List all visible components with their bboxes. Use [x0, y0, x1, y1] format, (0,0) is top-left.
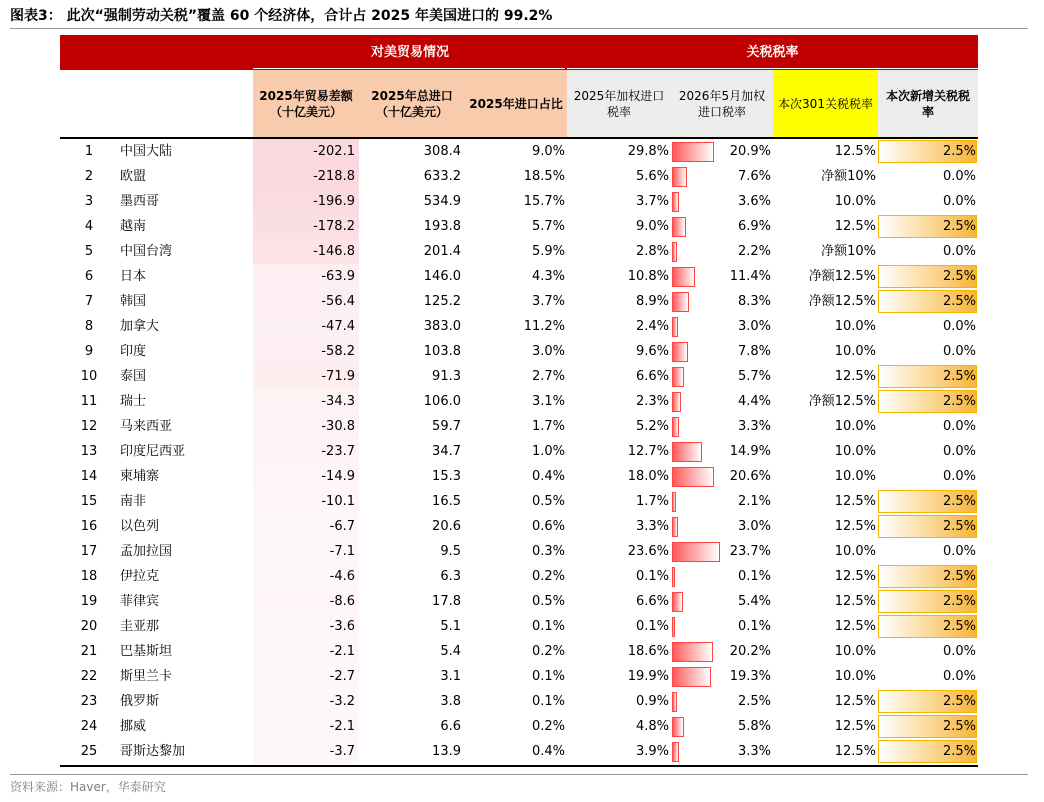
- cell-rate2026: 2.5%: [737, 694, 771, 709]
- col-header-name: 国家/地区: [159, 79, 212, 93]
- cell-balance: -58.2: [321, 344, 355, 359]
- cell-rate301: 10.0%: [834, 544, 876, 559]
- table-row: [60, 689, 978, 714]
- cell-rate301: 10.0%: [834, 669, 876, 684]
- cell-newrate: 0.0%: [942, 244, 976, 259]
- cell-rate2026: 8.3%: [737, 294, 771, 309]
- cell-num: 7: [84, 294, 94, 309]
- cell-rate2025: 18.6%: [627, 644, 669, 659]
- cell-newrate: 0.0%: [942, 644, 976, 659]
- cell-name: 欧盟: [120, 169, 147, 184]
- cell-share: 0.1%: [531, 669, 565, 684]
- cell-rate301: 10.0%: [834, 469, 876, 484]
- cell-name: 伊拉克: [120, 569, 160, 584]
- cell-share: 1.0%: [531, 444, 565, 459]
- cell-imports: 633.2: [423, 169, 461, 184]
- table-row: [60, 339, 978, 364]
- col-header-301: 本次301关税税率: [773, 70, 878, 137]
- header-group-divider: [567, 68, 978, 69]
- cell-rate2025: 3.7%: [635, 194, 669, 209]
- cell-rate2025: 12.7%: [627, 444, 669, 459]
- cell-rate2025: 8.9%: [635, 294, 669, 309]
- cell-rate301: 10.0%: [834, 444, 876, 459]
- cell-name: 以色列: [120, 519, 160, 534]
- cell-rate2026: 5.7%: [737, 369, 771, 384]
- cell-rate2026: 7.8%: [737, 344, 771, 359]
- cell-rate301: 12.5%: [834, 744, 876, 759]
- cell-balance: -14.9: [321, 469, 355, 484]
- cell-balance: -47.4: [321, 319, 355, 334]
- cell-newrate: 2.5%: [942, 144, 976, 159]
- table-row: [60, 564, 978, 589]
- cell-imports: 5.1: [440, 619, 461, 634]
- cell-rate2026: 0.1%: [737, 569, 771, 584]
- cell-share: 11.2%: [523, 319, 565, 334]
- cell-num: 2: [84, 169, 94, 184]
- cell-share: 0.5%: [531, 494, 565, 509]
- cell-newrate: 0.0%: [942, 419, 976, 434]
- cell-rate301: 12.5%: [834, 144, 876, 159]
- col-header-balance: 2025年贸易差额（十亿美元）: [253, 70, 359, 137]
- cell-balance: -34.3: [321, 394, 355, 409]
- cell-rate301: 12.5%: [834, 569, 876, 584]
- cell-newrate: 2.5%: [942, 519, 976, 534]
- cell-newrate: 0.0%: [942, 194, 976, 209]
- table-row: [60, 589, 978, 614]
- cell-num: 24: [80, 719, 98, 734]
- cell-rate301: 净额10%: [821, 244, 876, 259]
- cell-imports: 20.6: [432, 519, 461, 534]
- cell-rate301: 12.5%: [834, 219, 876, 234]
- table-row: [60, 364, 978, 389]
- cell-num: 9: [84, 344, 94, 359]
- cell-imports: 3.8: [440, 694, 461, 709]
- cell-rate2026: 3.6%: [737, 194, 771, 209]
- cell-rate2026: 3.0%: [737, 319, 771, 334]
- cell-newrate: 2.5%: [942, 719, 976, 734]
- source-note: 资料来源：Haver，华泰研究: [10, 780, 166, 794]
- cell-balance: -2.7: [329, 669, 355, 684]
- cell-name: 日本: [120, 269, 147, 284]
- table-row: [60, 189, 978, 214]
- table-row: [60, 714, 978, 739]
- cell-newrate: 0.0%: [942, 669, 976, 684]
- cell-share: 5.7%: [531, 219, 565, 234]
- cell-newrate: 2.5%: [942, 294, 976, 309]
- table-row: [60, 664, 978, 689]
- cell-name: 印度: [120, 344, 147, 359]
- cell-rate301: 10.0%: [834, 319, 876, 334]
- cell-imports: 5.4: [440, 644, 461, 659]
- cell-newrate: 2.5%: [942, 269, 976, 284]
- table-row: [60, 264, 978, 289]
- cell-num: 6: [84, 269, 94, 284]
- cell-newrate: 2.5%: [942, 569, 976, 584]
- cell-balance: -2.1: [329, 719, 355, 734]
- cell-num: 20: [80, 619, 98, 634]
- cell-balance: -218.8: [313, 169, 355, 184]
- cell-rate2026: 14.9%: [729, 444, 771, 459]
- cell-imports: 15.3: [432, 469, 461, 484]
- cell-rate301: 12.5%: [834, 494, 876, 509]
- cell-name: 菲律宾: [120, 594, 160, 609]
- cell-num: 25: [80, 744, 98, 759]
- cell-balance: -202.1: [313, 144, 355, 159]
- cell-rate2025: 6.6%: [635, 594, 669, 609]
- cell-newrate: 2.5%: [942, 619, 976, 634]
- cell-share: 0.2%: [531, 644, 565, 659]
- table-row: [60, 289, 978, 314]
- cell-imports: 6.3: [440, 569, 461, 584]
- cell-rate2025: 0.9%: [635, 694, 669, 709]
- header-group-divider: [253, 68, 565, 69]
- cell-share: 0.2%: [531, 569, 565, 584]
- cell-share: 1.7%: [531, 419, 565, 434]
- col-header-num: #: [83, 79, 95, 93]
- col-header-new: 本次新增关税税率: [878, 70, 978, 137]
- cell-rate2025: 4.8%: [635, 719, 669, 734]
- cell-newrate: 2.5%: [942, 744, 976, 759]
- cell-newrate: 2.5%: [942, 594, 976, 609]
- cell-rate301: 12.5%: [834, 619, 876, 634]
- cell-name: 印度尼西亚: [120, 444, 186, 459]
- cell-name: 南非: [120, 494, 147, 509]
- cell-rate301: 10.0%: [834, 344, 876, 359]
- cell-rate2025: 0.1%: [635, 569, 669, 584]
- cell-rate2026: 2.1%: [737, 494, 771, 509]
- cell-newrate: 2.5%: [942, 394, 976, 409]
- cell-rate2025: 3.3%: [635, 519, 669, 534]
- cell-rate301: 12.5%: [834, 694, 876, 709]
- cell-newrate: 0.0%: [942, 169, 976, 184]
- cell-num: 4: [84, 219, 94, 234]
- cell-share: 0.6%: [531, 519, 565, 534]
- cell-imports: 308.4: [423, 144, 461, 159]
- col-header-imports: 2025年总进口（十亿美元）: [359, 70, 465, 137]
- cell-name: 斯里兰卡: [120, 669, 173, 684]
- figure-title: 图表3： 此次“强制劳动关税”覆盖 60 个经济体，合计占 2025 年美国进口的 99.2%: [10, 8, 553, 24]
- cell-rate2026: 6.9%: [737, 219, 771, 234]
- header-group-trade: 对美贸易情况: [370, 45, 449, 60]
- cell-rate301: 净额12.5%: [808, 294, 876, 309]
- cell-name: 孟加拉国: [120, 544, 173, 559]
- cell-share: 3.1%: [531, 394, 565, 409]
- col-header-share: 2025年进口占比: [465, 70, 567, 137]
- cell-share: 15.7%: [523, 194, 565, 209]
- cell-balance: -30.8: [321, 419, 355, 434]
- cell-imports: 91.3: [432, 369, 461, 384]
- cell-num: 15: [80, 494, 98, 509]
- cell-rate2025: 2.8%: [635, 244, 669, 259]
- table-row: [60, 214, 978, 239]
- cell-rate2025: 18.0%: [627, 469, 669, 484]
- table-row: [60, 514, 978, 539]
- cell-share: 0.1%: [531, 619, 565, 634]
- cell-balance: -196.9: [313, 194, 355, 209]
- col-header-rate2026: 2026年5月加权进口税率: [671, 70, 773, 137]
- cell-share: 0.4%: [531, 744, 565, 759]
- cell-rate2026: 3.0%: [737, 519, 771, 534]
- cell-rate2026: 4.4%: [737, 394, 771, 409]
- cell-newrate: 2.5%: [942, 694, 976, 709]
- cell-name: 越南: [120, 219, 147, 234]
- cell-imports: 16.5: [432, 494, 461, 509]
- cell-name: 中国台湾: [120, 244, 173, 259]
- cell-share: 0.2%: [531, 719, 565, 734]
- cell-newrate: 2.5%: [942, 369, 976, 384]
- cell-balance: -3.7: [329, 744, 355, 759]
- table-row: [60, 389, 978, 414]
- cell-balance: -23.7: [321, 444, 355, 459]
- cell-share: 0.5%: [531, 594, 565, 609]
- cell-name: 挪威: [120, 719, 147, 734]
- table-row: [60, 139, 978, 164]
- cell-rate301: 10.0%: [834, 644, 876, 659]
- cell-rate301: 净额12.5%: [808, 269, 876, 284]
- table-row: [60, 539, 978, 564]
- source-rule: [10, 774, 1028, 775]
- cell-rate301: 12.5%: [834, 719, 876, 734]
- cell-imports: 3.1: [440, 669, 461, 684]
- cell-rate2025: 19.9%: [627, 669, 669, 684]
- table-row: [60, 239, 978, 264]
- cell-rate2026: 23.7%: [729, 544, 771, 559]
- cell-balance: -7.1: [329, 544, 355, 559]
- cell-imports: 193.8: [423, 219, 461, 234]
- cell-share: 0.1%: [531, 694, 565, 709]
- cell-balance: -146.8: [313, 244, 355, 259]
- cell-num: 1: [84, 144, 94, 159]
- cell-name: 韩国: [120, 294, 147, 309]
- cell-rate2025: 9.0%: [635, 219, 669, 234]
- cell-rate2025: 3.9%: [635, 744, 669, 759]
- col-header-rate2025: 2025年加权进口税率: [567, 70, 671, 137]
- cell-num: 23: [80, 694, 98, 709]
- cell-newrate: 2.5%: [942, 219, 976, 234]
- cell-imports: 534.9: [423, 194, 461, 209]
- cell-rate2025: 23.6%: [627, 544, 669, 559]
- cell-num: 22: [80, 669, 98, 684]
- cell-num: 16: [80, 519, 98, 534]
- cell-name: 泰国: [120, 369, 147, 384]
- cell-imports: 383.0: [423, 319, 461, 334]
- table-row: [60, 614, 978, 639]
- cell-rate2026: 20.6%: [729, 469, 771, 484]
- cell-rate301: 12.5%: [834, 519, 876, 534]
- cell-name: 哥斯达黎加: [120, 744, 186, 759]
- cell-rate2025: 1.7%: [635, 494, 669, 509]
- cell-name: 俄罗斯: [120, 694, 160, 709]
- cell-newrate: 0.0%: [942, 444, 976, 459]
- table-row: [60, 314, 978, 339]
- table-row: [60, 164, 978, 189]
- cell-rate301: 10.0%: [834, 194, 876, 209]
- cell-balance: -71.9: [321, 369, 355, 384]
- title-rule: [10, 28, 1028, 29]
- cell-rate2025: 0.1%: [635, 619, 669, 634]
- cell-rate2025: 5.6%: [635, 169, 669, 184]
- cell-num: 19: [80, 594, 98, 609]
- cell-balance: -8.6: [329, 594, 355, 609]
- cell-share: 4.3%: [531, 269, 565, 284]
- cell-num: 14: [80, 469, 98, 484]
- cell-rate2026: 0.1%: [737, 619, 771, 634]
- cell-name: 圭亚那: [120, 619, 160, 634]
- cell-rate301: 12.5%: [834, 594, 876, 609]
- cell-rate301: 10.0%: [834, 419, 876, 434]
- cell-imports: 6.6: [440, 719, 461, 734]
- cell-name: 加拿大: [120, 319, 160, 334]
- cell-balance: -2.1: [329, 644, 355, 659]
- cell-rate2026: 5.4%: [737, 594, 771, 609]
- cell-share: 0.4%: [531, 469, 565, 484]
- cell-num: 10: [80, 369, 98, 384]
- cell-imports: 146.0: [423, 269, 461, 284]
- cell-imports: 201.4: [423, 244, 461, 259]
- cell-name: 墨西哥: [120, 194, 160, 209]
- cell-rate2025: 2.4%: [635, 319, 669, 334]
- cell-imports: 17.8: [432, 594, 461, 609]
- cell-share: 3.7%: [531, 294, 565, 309]
- cell-imports: 103.8: [423, 344, 461, 359]
- cell-rate2026: 2.2%: [737, 244, 771, 259]
- cell-newrate: 0.0%: [942, 469, 976, 484]
- cell-num: 13: [80, 444, 98, 459]
- cell-balance: -178.2: [313, 219, 355, 234]
- cell-rate2026: 19.3%: [729, 669, 771, 684]
- cell-name: 瑞士: [120, 394, 147, 409]
- cell-rate2026: 3.3%: [737, 744, 771, 759]
- cell-num: 5: [84, 244, 94, 259]
- cell-rate301: 净额12.5%: [808, 394, 876, 409]
- cell-share: 5.9%: [531, 244, 565, 259]
- table-row: [60, 489, 978, 514]
- cell-share: 18.5%: [523, 169, 565, 184]
- table-row: [60, 414, 978, 439]
- cell-num: 18: [80, 569, 98, 584]
- cell-rate2026: 3.3%: [737, 419, 771, 434]
- cell-rate2026: 5.8%: [737, 719, 771, 734]
- cell-rate301: 净额10%: [821, 169, 876, 184]
- cell-newrate: 2.5%: [942, 494, 976, 509]
- cell-rate2025: 2.3%: [635, 394, 669, 409]
- cell-imports: 125.2: [423, 294, 461, 309]
- table-row: [60, 639, 978, 664]
- cell-rate2026: 7.6%: [737, 169, 771, 184]
- cell-rate2025: 29.8%: [627, 144, 669, 159]
- cell-imports: 34.7: [432, 444, 461, 459]
- cell-newrate: 0.0%: [942, 544, 976, 559]
- cell-num: 3: [84, 194, 94, 209]
- cell-balance: -56.4: [321, 294, 355, 309]
- cell-balance: -63.9: [321, 269, 355, 284]
- cell-name: 柬埔寨: [120, 469, 160, 484]
- table-row: [60, 739, 978, 764]
- cell-share: 2.7%: [531, 369, 565, 384]
- cell-num: 8: [84, 319, 94, 334]
- cell-name: 马来西亚: [120, 419, 173, 434]
- table-row: [60, 464, 978, 489]
- cell-balance: -3.6: [329, 619, 355, 634]
- cell-share: 9.0%: [531, 144, 565, 159]
- cell-num: 11: [80, 394, 98, 409]
- cell-rate2026: 20.2%: [729, 644, 771, 659]
- cell-newrate: 0.0%: [942, 344, 976, 359]
- cell-num: 12: [80, 419, 98, 434]
- cell-rate2025: 10.8%: [627, 269, 669, 284]
- table-row: [60, 439, 978, 464]
- cell-rate2026: 11.4%: [729, 269, 771, 284]
- cell-share: 3.0%: [531, 344, 565, 359]
- header-column-row: [60, 70, 978, 137]
- header-group-tariff: 关税税率: [746, 45, 799, 60]
- cell-rate2025: 9.6%: [635, 344, 669, 359]
- cell-share: 0.3%: [531, 544, 565, 559]
- cell-rate2025: 6.6%: [635, 369, 669, 384]
- cell-balance: -6.7: [329, 519, 355, 534]
- cell-imports: 59.7: [432, 419, 461, 434]
- table-bottom-rule: [60, 765, 978, 767]
- cell-newrate: 0.0%: [942, 319, 976, 334]
- cell-imports: 13.9: [432, 744, 461, 759]
- cell-rate301: 12.5%: [834, 369, 876, 384]
- cell-name: 中国大陆: [120, 144, 173, 159]
- cell-name: 巴基斯坦: [120, 644, 173, 659]
- cell-rate2025: 5.2%: [635, 419, 669, 434]
- cell-imports: 9.5: [440, 544, 461, 559]
- cell-num: 21: [80, 644, 98, 659]
- cell-rate2026: 20.9%: [729, 144, 771, 159]
- cell-imports: 106.0: [423, 394, 461, 409]
- cell-balance: -4.6: [329, 569, 355, 584]
- cell-balance: -10.1: [321, 494, 355, 509]
- cell-balance: -3.2: [329, 694, 355, 709]
- cell-num: 17: [80, 544, 98, 559]
